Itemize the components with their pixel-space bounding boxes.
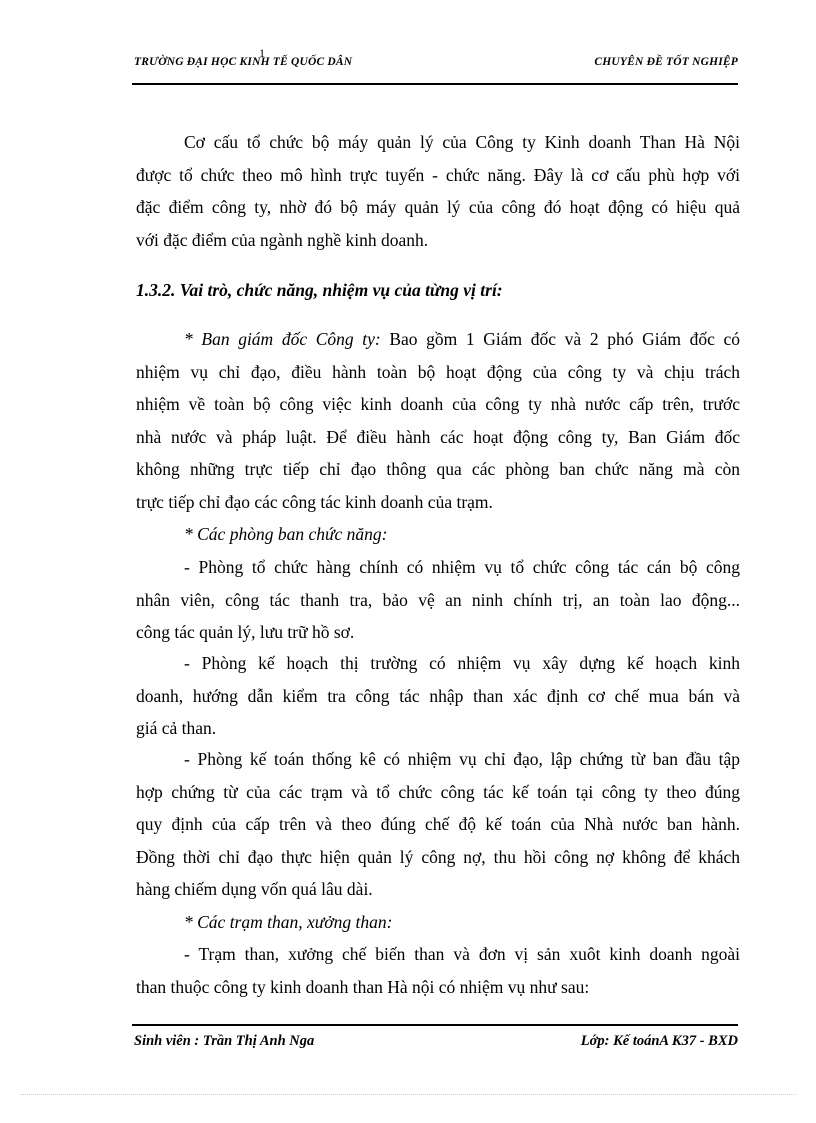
page-header bbox=[132, 46, 738, 74]
text-line: doanh, hướng dẫn kiểm tra công tác nhập than xác định cơ chế mua bán và bbox=[136, 685, 740, 706]
text-line: nhiệm về toàn bộ công việc kinh doanh của công ty nhà nước cấp trên, trước bbox=[136, 394, 740, 414]
header-doc-type: CHUYÊN ĐỀ TỐT NGHIỆP bbox=[594, 56, 738, 68]
text-line: được tổ chức theo mô hình trực tuyến - chức năng. Đây là cơ cấu phù hợp với bbox=[136, 164, 740, 185]
text-line: với đặc điểm của ngành nghề kinh doanh. bbox=[136, 229, 429, 250]
text-line: nhân viên, công tác thanh tra, bảo vệ an ninh chính trị, an toàn lao động... bbox=[136, 589, 740, 610]
text-line: hợp chứng từ của các trạm và tổ chức công tác kế toán tại công ty theo đúng bbox=[136, 781, 740, 802]
departments-label: * Các phòng ban chức năng: bbox=[184, 524, 388, 544]
section-heading: 1.3.2. Vai trò, chức năng, nhiệm vụ của từng vị trí: bbox=[136, 280, 503, 300]
text-line: Đồng thời chỉ đạo thực hiện quản lý công nợ, thu hồi công nợ không để khách bbox=[136, 846, 740, 867]
text-line bbox=[136, 323, 740, 356]
dept2-paragraph bbox=[136, 647, 740, 745]
footer-class: Lớp: Kế toánA K37 - BXD bbox=[580, 1033, 738, 1049]
page-footer bbox=[132, 1033, 738, 1055]
text-line: - Phòng tổ chức hàng chính có nhiệm vụ tổ chức công tác cán bộ công bbox=[184, 557, 740, 577]
page-edge-divider bbox=[20, 1094, 796, 1095]
text-line: nhà nước và pháp luật. Để điều hành các hoạt động công ty, Ban Giám đốc bbox=[136, 426, 740, 447]
board-label: * Ban giám đốc Công ty: bbox=[184, 329, 381, 349]
text-line: trực tiếp chỉ đạo các công tác kinh doanh của trạm. bbox=[136, 491, 493, 512]
board-paragraph bbox=[136, 323, 740, 551]
footer-rule bbox=[132, 1024, 738, 1026]
stations-label: * Các trạm than, xưởng than: bbox=[184, 911, 393, 932]
text-line: - Phòng kế toán thống kê có nhiệm vụ chỉ đạo, lập chứng từ ban đầu tập bbox=[184, 749, 740, 769]
text-line: - Trạm than, xưởng chế biến than và đơn vị sản xuôt kinh doanh ngoài bbox=[184, 944, 740, 964]
text-line: - Phòng kế hoạch thị trường có nhiệm vụ xây dựng kế hoạch kinh bbox=[184, 653, 740, 673]
text-line: không những trực tiếp chỉ đạo thông qua các phòng ban chức năng mà còn bbox=[136, 459, 740, 479]
dept3-paragraph bbox=[136, 743, 740, 1003]
board-first-line: Bao gồm 1 Giám đốc và 2 phó Giám đốc có bbox=[380, 329, 740, 349]
text-line: quy định của cấp trên và theo đúng chế độ kế toán của Nhà nước ban hành. bbox=[136, 814, 740, 834]
dept1-paragraph bbox=[136, 551, 740, 649]
page-number: 1 bbox=[259, 46, 265, 60]
text-line: than thuộc công ty kinh doanh than Hà nội có nhiệm vụ như sau: bbox=[136, 976, 590, 997]
text-line: công tác quản lý, lưu trữ hồ sơ. bbox=[136, 622, 355, 642]
text-line: đặc điểm công ty, nhờ đó bộ máy quản lý của công đó hoạt động có hiệu quả bbox=[136, 197, 740, 217]
text-line: Cơ cấu tổ chức bộ máy quản lý của Công ty Kinh doanh Than Hà Nội bbox=[184, 132, 740, 152]
footer-student: Sinh viên : Trần Thị Anh Nga bbox=[134, 1033, 315, 1049]
text-line: giá cả than. bbox=[136, 718, 217, 738]
text-line: nhiệm vụ chỉ đạo, điều hành toàn bộ hoạt động của công ty và chịu trách bbox=[136, 361, 740, 382]
header-rule bbox=[132, 83, 738, 85]
intro-paragraph bbox=[136, 126, 740, 256]
header-university: TRƯỜNG ĐẠI HỌC KINH TẾ QUỐC DÂN bbox=[134, 56, 353, 68]
text-line: hàng chiếm dụng vốn quá lâu dài. bbox=[136, 879, 373, 899]
